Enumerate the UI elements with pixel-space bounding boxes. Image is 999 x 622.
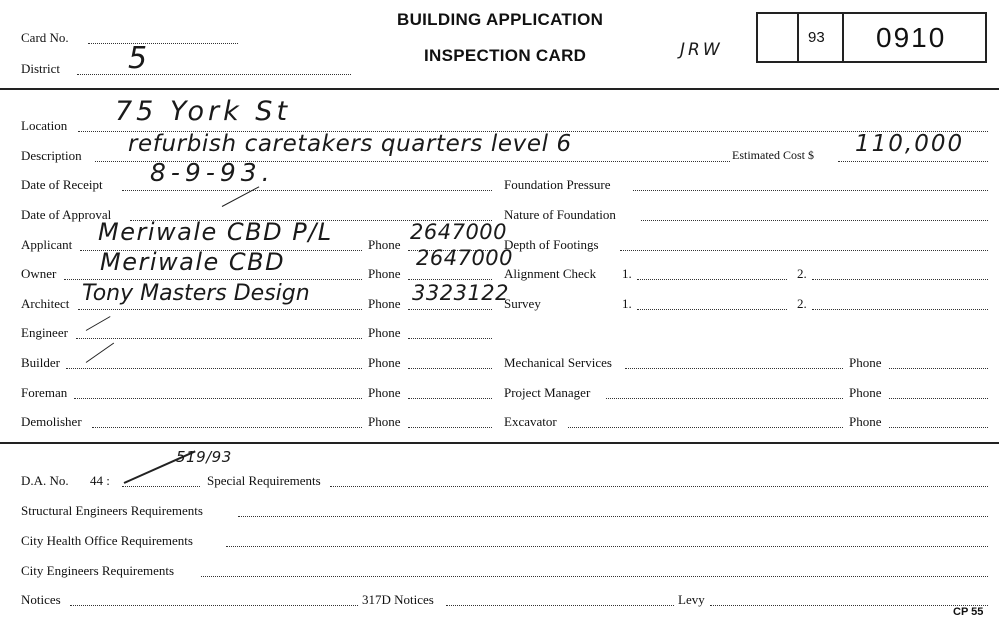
special-requirements-label: Special Requirements [207,473,321,488]
survey-num-2: 2. [797,296,807,311]
location-label: Location [21,118,68,133]
engineer-tick-mark [86,316,111,331]
owner-label: Owner [21,266,57,281]
card-number-value: 0910 [876,22,947,53]
initials: JRW [680,40,723,60]
description-value: refurbish caretakers quarters level 6 [128,131,572,157]
survey-label: Survey [504,296,541,311]
excavator-phone-label: Phone [849,414,882,429]
district-value: 5 [128,41,149,76]
foreman-field[interactable] [74,398,362,399]
date-of-receipt-value: 8-9-93. [150,158,275,187]
notices-field[interactable] [70,605,358,606]
nature-of-foundation-field[interactable] [641,220,988,221]
structural-engineers-label: Structural Engineers Requirements [21,503,203,518]
owner-phone-field[interactable] [408,279,492,280]
levy-label: Levy [678,592,705,607]
mechanical-services-phone-field[interactable] [889,368,988,369]
da-no-prefix: 44 : [90,473,110,488]
notices-317d-label: 317D Notices [362,592,434,607]
special-requirements-field[interactable] [330,486,988,487]
city-health-field[interactable] [226,546,988,547]
demolisher-label: Demolisher [21,414,82,429]
alignment-check-label: Alignment Check [504,266,597,281]
da-no-label: D.A. No. [21,473,69,488]
foundation-pressure-label: Foundation Pressure [504,177,611,192]
depth-of-footings-label: Depth of Footings [504,237,599,252]
architect-phone-value: 3323122 [412,281,510,305]
project-manager-phone-field[interactable] [889,398,988,399]
applicant-label: Applicant [21,237,73,252]
builder-field[interactable] [66,368,362,369]
mechanical-services-field[interactable] [625,368,843,369]
survey-field-1[interactable] [637,309,787,310]
builder-phone-label: Phone [368,355,401,370]
middle-divider [0,442,999,444]
notices-label: Notices [21,592,61,607]
form-code: CP 55 [953,606,984,618]
foundation-pressure-field[interactable] [633,190,988,191]
architect-phone-label: Phone [368,296,401,311]
builder-tick-mark [86,343,114,363]
foreman-label: Foreman [21,385,68,400]
survey-field-2[interactable] [812,309,988,310]
card-no-field[interactable] [88,43,238,44]
excavator-field[interactable] [568,427,843,428]
alignment-check-field-2[interactable] [812,279,988,280]
demolisher-phone-label: Phone [368,414,401,429]
demolisher-phone-field[interactable] [408,427,492,428]
mechanical-services-label: Mechanical Services [504,355,612,370]
title-line-2: INSPECTION CARD [424,46,587,65]
city-health-label: City Health Office Requirements [21,533,193,548]
demolisher-field[interactable] [92,427,362,428]
architect-value: Tony Masters Design [82,281,310,306]
architect-phone-field[interactable] [408,309,492,310]
foreman-phone-label: Phone [368,385,401,400]
da-no-field[interactable] [122,486,200,487]
excavator-phone-field[interactable] [889,427,988,428]
nature-of-foundation-label: Nature of Foundation [504,207,616,222]
alignment-check-num-1: 1. [622,266,632,281]
city-engineers-field[interactable] [201,576,988,577]
alignment-check-num-2: 2. [797,266,807,281]
top-divider [0,88,999,90]
project-manager-field[interactable] [606,398,843,399]
foreman-phone-field[interactable] [408,398,492,399]
builder-phone-field[interactable] [408,368,492,369]
applicant-value: Meriwale CBD P/L [98,218,333,246]
architect-field[interactable] [78,309,362,310]
year-cell [797,12,844,63]
date-of-receipt-label: Date of Receipt [21,177,103,192]
applicant-phone-label: Phone [368,237,401,252]
engineer-phone-label: Phone [368,325,401,340]
location-value: 75 York St [115,96,292,127]
levy-field[interactable] [710,605,988,606]
engineer-field[interactable] [76,338,362,339]
survey-num-1: 1. [622,296,632,311]
owner-phone-value: 2647000 [416,246,514,270]
excavator-label: Excavator [504,414,557,429]
project-manager-phone-label: Phone [849,385,882,400]
mechanical-services-phone-label: Phone [849,355,882,370]
depth-of-footings-field[interactable] [620,250,988,251]
notices-317d-field[interactable] [446,605,674,606]
estimated-cost-field[interactable] [838,161,988,162]
estimated-cost-value: 110,000 [855,131,965,157]
structural-engineers-field[interactable] [238,516,988,517]
city-engineers-label: City Engineers Requirements [21,563,175,578]
date-of-receipt-field[interactable] [122,190,492,191]
year-value: 93 [808,29,825,46]
description-label: Description [21,148,82,163]
district-label: District [21,61,60,76]
date-of-approval-label: Date of Approval [21,207,112,222]
engineer-phone-field[interactable] [408,338,492,339]
card-no-label: Card No. [21,30,69,45]
architect-label: Architect [21,296,70,311]
applicant-phone-value: 2647000 [410,220,508,244]
engineer-label: Engineer [21,325,68,340]
project-manager-label: Project Manager [504,385,591,400]
card-number-box [756,12,987,63]
da-no-value: 519/93 [176,448,232,466]
owner-field[interactable] [64,279,362,280]
owner-value: Meriwale CBD [100,248,286,276]
title-line-1: BUILDING APPLICATION [397,10,604,29]
alignment-check-field-1[interactable] [637,279,787,280]
owner-phone-label: Phone [368,266,401,281]
builder-label: Builder [21,355,60,370]
district-field[interactable] [77,74,351,75]
estimated-cost-label: Estimated Cost $ [732,148,814,162]
